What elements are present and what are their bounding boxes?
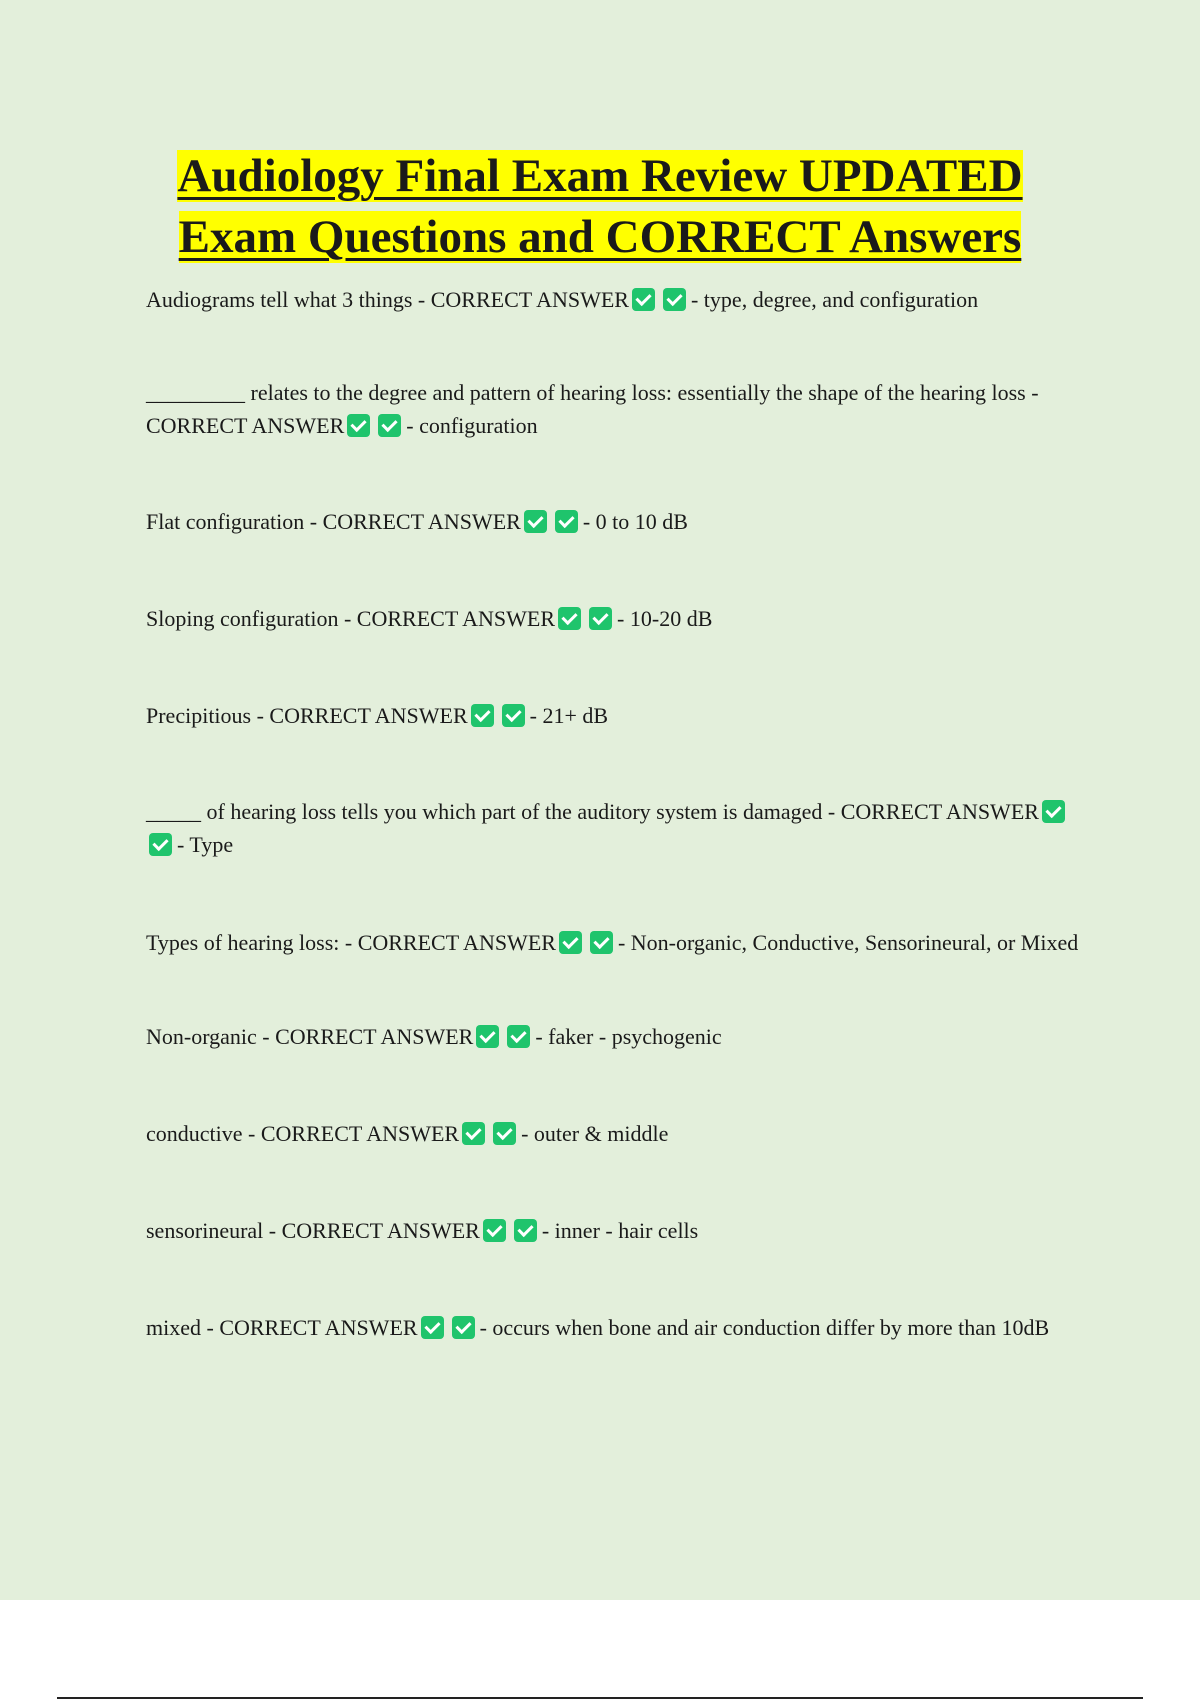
- check-mark-icon: [663, 288, 686, 311]
- check-mark-icon: [559, 931, 582, 954]
- answer-text: - occurs when bone and air conduction differ by more than 10dB: [479, 1315, 1050, 1340]
- question-text: Flat configuration: [146, 509, 305, 534]
- question-text: Sloping configuration: [146, 606, 339, 631]
- correct-answer-label: - CORRECT ANSWER: [417, 287, 629, 312]
- check-mark-icon: [462, 1122, 485, 1145]
- qa-item: [146, 505, 1086, 538]
- question-text: sensorineural: [146, 1218, 264, 1243]
- answer-text: - 21+ dB: [529, 703, 609, 728]
- document-title: [0, 146, 1200, 268]
- qa-item: [146, 283, 1086, 316]
- check-mark-icon: [524, 510, 547, 533]
- answer-text: - inner - hair cells: [541, 1218, 699, 1243]
- answer-text: - configuration: [406, 413, 538, 438]
- question-text: conductive: [146, 1121, 243, 1146]
- check-mark-icon: [555, 510, 578, 533]
- footer-divider: [57, 1697, 1143, 1699]
- check-mark-icon: [378, 414, 401, 437]
- check-mark-icon: [493, 1122, 516, 1145]
- title-line-1: Audiology Final Exam Review UPDATED: [177, 150, 1023, 202]
- title-line-2: Exam Questions and CORRECT Answers: [178, 211, 1022, 263]
- correct-answer-label: - CORRECT ANSWER: [827, 799, 1039, 824]
- answer-text: - 10-20 dB: [617, 606, 713, 631]
- qa-item: [146, 1117, 1086, 1150]
- qa-list: [146, 283, 1086, 1344]
- correct-answer-label: - CORRECT ANSWER: [262, 1024, 474, 1049]
- correct-answer-label: - CORRECT ANSWER: [343, 606, 556, 631]
- qa-item: [146, 376, 1086, 442]
- answer-text: - Type: [177, 832, 234, 857]
- qa-item: [146, 1214, 1086, 1247]
- check-mark-icon: [476, 1025, 499, 1048]
- check-mark-icon: [589, 607, 612, 630]
- check-mark-icon: [590, 931, 613, 954]
- question-text: _____ of hearing loss tells you which part of the auditory system is damaged: [146, 799, 823, 824]
- answer-text: - Non-organic, Conductive, Sensorineural, or Mixed: [617, 930, 1079, 955]
- check-mark-icon: [452, 1316, 475, 1339]
- correct-answer-label: - CORRECT ANSWER: [206, 1315, 418, 1340]
- check-mark-icon: [347, 414, 370, 437]
- check-mark-icon: [483, 1219, 506, 1242]
- check-mark-icon: [471, 704, 494, 727]
- correct-answer-label: - CORRECT ANSWER: [309, 509, 521, 534]
- correct-answer-label: - CORRECT ANSWER: [146, 380, 1039, 438]
- check-mark-icon: [632, 288, 655, 311]
- question-text: Non-organic: [146, 1024, 257, 1049]
- check-mark-icon: [502, 704, 525, 727]
- question-text: Types of hearing loss:: [146, 930, 340, 955]
- question-text: Precipitious: [146, 703, 252, 728]
- qa-item: [146, 926, 1086, 959]
- qa-item: [146, 1311, 1086, 1344]
- check-mark-icon: [514, 1219, 537, 1242]
- qa-item: [146, 1020, 1086, 1053]
- check-mark-icon: [558, 607, 581, 630]
- question-text: Audiograms tell what 3 things: [146, 287, 413, 312]
- answer-text: - 0 to 10 dB: [582, 509, 688, 534]
- check-mark-icon: [507, 1025, 530, 1048]
- correct-answer-label: - CORRECT ANSWER: [256, 703, 468, 728]
- question-text: mixed: [146, 1315, 201, 1340]
- question-text: _________ relates to the degree and pattern of hearing loss: essentially the shape of the hearing loss: [146, 380, 1026, 405]
- qa-item: [146, 699, 1086, 732]
- answer-text: - type, degree, and configuration: [690, 287, 979, 312]
- correct-answer-label: - CORRECT ANSWER: [268, 1218, 480, 1243]
- correct-answer-label: - CORRECT ANSWER: [248, 1121, 460, 1146]
- answer-text: - outer & middle: [521, 1121, 669, 1146]
- check-mark-icon: [149, 833, 172, 856]
- qa-item: [146, 602, 1086, 635]
- check-mark-icon: [421, 1316, 444, 1339]
- check-mark-icon: [1042, 800, 1065, 823]
- correct-answer-label: - CORRECT ANSWER: [344, 930, 556, 955]
- answer-text: - faker - psychogenic: [535, 1024, 722, 1049]
- qa-item: [146, 795, 1086, 861]
